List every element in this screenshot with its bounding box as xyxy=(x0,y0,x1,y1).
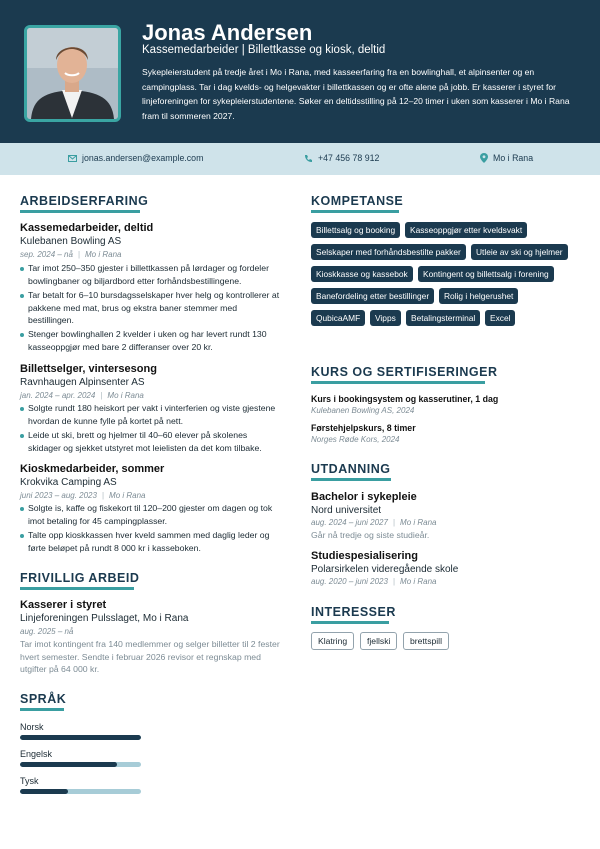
edu-2-degree: Studiespesialisering xyxy=(311,550,418,562)
skill-chip: Excel xyxy=(485,310,515,326)
volunteer-dates: aug. 2025 – nå xyxy=(20,627,74,636)
contact-email[interactable] xyxy=(68,153,203,163)
skill-chip: Vipps xyxy=(370,310,401,326)
location-pin-icon xyxy=(480,153,488,163)
skill-chip: Kontingent og billettsalg i forening xyxy=(418,266,554,282)
profile-summary: Sykepleierstudent på tredje året i Mo i Rana, med kasseerfaring fra en bowlinghall, et alpinsenter og en campingplass. Tar i dag kvelds- og helgevakter i billettkassen og er ofte alene på jobb. Er kasserer i styret for linjeforeningen for sykepleierstudentene. Søker en deltidsstilling på 12–20 timer i uken som kasserer i Mo i Rana fram til sommeren 2027. xyxy=(142,67,570,121)
skill-chip: Kioskkasse og kassebok xyxy=(311,266,413,282)
courses-heading-rule xyxy=(311,381,485,384)
volunteer-description: Tar imot kontingent fra 140 medlemmer og selger billetter til 2 fester hvert semester. Sendte i februar 2026 revisor et regnskap med utgifter på 64 000 kr. xyxy=(20,639,280,675)
job-3-title: Kioskmedarbeider, sommer xyxy=(20,463,165,475)
profile-photo xyxy=(24,25,121,122)
skill-chip: Utleie av ski og hjelmer xyxy=(471,244,568,260)
experience-heading-rule xyxy=(20,210,140,213)
volunteer-heading: FRIVILLIG ARBEID xyxy=(20,571,140,585)
skill-chip: QubicaAMF xyxy=(311,310,365,326)
volunteer-org: Linjeforeningen Pulsslaget, Mo i Rana xyxy=(20,613,189,624)
edu-2-meta: aug. 2020 – juni 2023 | Mo i Rana xyxy=(311,577,437,586)
job-1-bullet-1: Tar imot 250–350 gjester i billettkassen på lørdager og fordeler bowlingbaner og biljardbord etter forhåndsbestillingene. xyxy=(20,262,282,287)
edu-2-dates: aug. 2020 – juni 2023 xyxy=(311,577,388,586)
course-1-name: Kurs i bookingsystem og kasserutiner, 1 dag xyxy=(311,394,499,404)
language-level-fill xyxy=(20,762,117,767)
skill-chip: Banefordeling etter bestillinger xyxy=(311,288,434,304)
contact-bar xyxy=(0,143,600,175)
job-2-company: Ravnhaugen Alpinsenter AS xyxy=(20,377,145,388)
edu-1-degree: Bachelor i sykepleie xyxy=(311,491,417,503)
job-1-title: Kassemedarbeider, deltid xyxy=(20,222,154,234)
languages-heading: SPRÅK xyxy=(20,692,67,706)
interest-tag: fjellski xyxy=(360,632,397,650)
skills-heading-rule xyxy=(311,210,399,213)
job-1-meta: sep. 2024 – nå | Mo i Rana xyxy=(20,250,122,259)
phone-icon xyxy=(304,154,313,163)
job-3-company: Krokvika Camping AS xyxy=(20,477,117,488)
edu-1-school: Nord universitet xyxy=(311,505,382,516)
language-level-fill xyxy=(20,735,141,740)
contact-location-text: Mo i Rana xyxy=(493,153,534,163)
edu-1-note: Går nå tredje og siste studieår. xyxy=(311,530,430,540)
job-1-place: Mo i Rana xyxy=(85,250,122,259)
job-1-bullet-2: Tar betalt for 6–10 bursdagsselskaper hver helg og kontrollerer at pakkene med mat, brus og ekstra baner stemmer med bestillingen. xyxy=(20,289,282,327)
skill-chip: Betalingsterminal xyxy=(406,310,480,326)
skill-chip: Selskaper med forhåndsbestilte pakker xyxy=(311,244,466,260)
job-3-dates: juni 2023 – aug. 2023 xyxy=(20,491,97,500)
language-name: Engelsk xyxy=(20,749,53,759)
language-level-bar xyxy=(20,735,141,740)
job-3-bullet-1: Solgte is, kaffe og fiskekort til 120–200 gjester om dagen og tok imot betaling for 45 campingplasser. xyxy=(20,502,282,527)
course-2-name: Førstehjelpskurs, 8 timer xyxy=(311,423,416,433)
job-1-dates: sep. 2024 – nå xyxy=(20,250,73,259)
interest-tag: brettspill xyxy=(403,632,449,650)
language-level-bar xyxy=(20,789,141,794)
job-2-bullet-1: Solgte rundt 180 heiskort per vakt i vinterferien og viste gjestene hvordan de kunne fylle på kortet på nett. xyxy=(20,402,282,427)
skill-chip: Billettsalg og booking xyxy=(311,222,400,238)
course-2-meta: Norges Røde Kors, 2024 xyxy=(311,435,400,444)
job-1-bullet-3: Stenger bowlinghallen 2 kvelder i uken og har levert rundt 130 kasseoppgjør med bare 2 differanser over 20 kr. xyxy=(20,328,282,353)
job-3-place: Mo i Rana xyxy=(109,491,146,500)
profile-photo-image xyxy=(27,28,118,119)
languages-heading-rule xyxy=(20,708,64,711)
contact-location xyxy=(480,153,533,163)
edu-1-dates: aug. 2024 – juni 2027 xyxy=(311,518,388,527)
skill-chip: Kasseoppgjør etter kveldsvakt xyxy=(405,222,527,238)
job-2-dates: jan. 2024 – apr. 2024 xyxy=(20,391,96,400)
language-name: Tysk xyxy=(20,776,39,786)
job-1-company: Kulebanen Bowling AS xyxy=(20,236,122,247)
course-1-meta: Kulebanen Bowling AS, 2024 xyxy=(311,406,415,415)
resume-header xyxy=(0,0,600,143)
skill-chip: Rolig i helgerushet xyxy=(439,288,518,304)
interest-tag: Klatring xyxy=(311,632,354,650)
candidate-name: Jonas Andersen xyxy=(142,20,313,45)
job-2-meta: jan. 2024 – apr. 2024 | Mo i Rana xyxy=(20,391,144,400)
education-heading: UTDANNING xyxy=(311,462,391,476)
skills-heading: KOMPETANSE xyxy=(311,194,404,208)
candidate-title: Kassemedarbeider | Billettkasse og kiosk, deltid xyxy=(142,44,386,56)
edu-1-meta: aug. 2024 – juni 2027 | Mo i Rana xyxy=(311,518,437,527)
interests-heading-rule xyxy=(311,621,389,624)
edu-2-school: Polarsirkelen videregående skole xyxy=(311,564,459,575)
volunteer-title: Kasserer i styret xyxy=(20,599,107,611)
experience-heading: ARBEIDSERFARING xyxy=(20,194,149,208)
volunteer-heading-rule xyxy=(20,587,134,590)
contact-phone[interactable] xyxy=(304,153,379,163)
language-level-fill xyxy=(20,789,68,794)
education-heading-rule xyxy=(311,478,391,481)
job-3-meta: juni 2023 – aug. 2023 | Mo i Rana xyxy=(20,491,146,500)
contact-phone-text: +47 456 78 912 xyxy=(318,153,380,163)
edu-2-place: Mo i Rana xyxy=(400,577,437,586)
interests-heading: INTERESSER xyxy=(311,605,396,619)
mail-icon xyxy=(68,155,77,162)
language-level-bar xyxy=(20,762,141,767)
contact-email-text: jonas.andersen@example.com xyxy=(82,153,204,163)
edu-1-place: Mo i Rana xyxy=(400,518,437,527)
job-2-title: Billettselger, vintersesong xyxy=(20,363,157,375)
job-3-bullet-2: Talte opp kioskkassen hver kveld sammen med daglig leder og førte beløpet på rundt 8 000 kr i kasseboken. xyxy=(20,529,282,554)
language-name: Norsk xyxy=(20,722,44,732)
job-2-bullet-2: Leide ut ski, brett og hjelmer til 40–60 elever på skolenes skidager og sjekket utstyret mot leielisten da det kom tilbake. xyxy=(20,429,282,454)
courses-heading: KURS OG SERTIFISERINGER xyxy=(311,365,498,379)
job-2-place: Mo i Rana xyxy=(107,391,144,400)
